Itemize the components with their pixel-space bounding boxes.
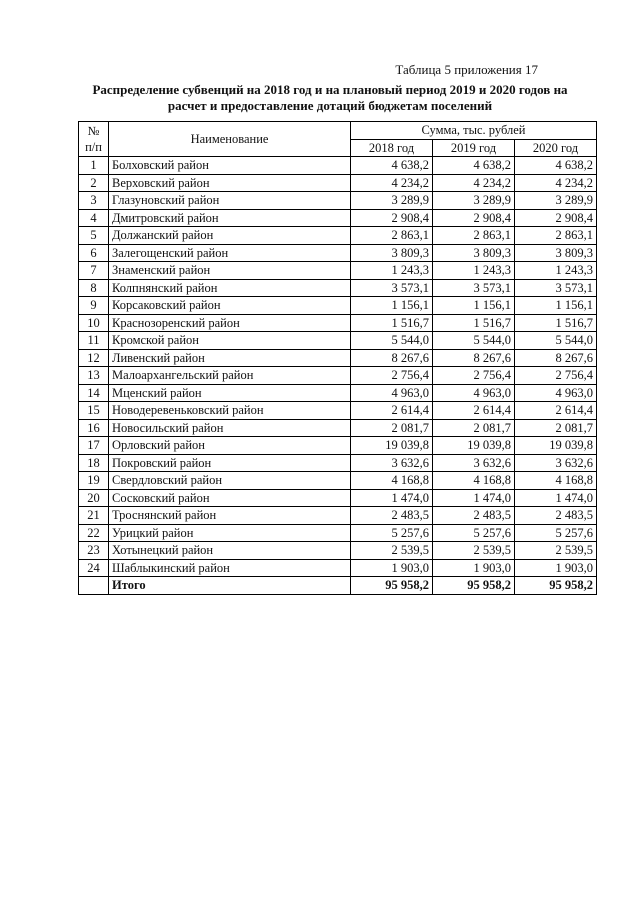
header-number	[79, 122, 109, 157]
row-name: Хотынецкий район	[109, 542, 351, 560]
row-2020: 3 289,9	[515, 192, 597, 210]
row-number: 6	[79, 244, 109, 262]
document-title	[60, 82, 600, 114]
table-row	[79, 419, 597, 437]
table-row	[79, 367, 597, 385]
row-2018: 4 234,2	[351, 174, 433, 192]
header-2018: 2018 год	[351, 139, 433, 157]
row-2019: 4 963,0	[433, 384, 515, 402]
header-number-line-2: п/п	[85, 140, 102, 154]
title-line-1: Распределение субвенций на 2018 год и на плановый период 2019 и 2020 годов на	[92, 82, 568, 97]
row-2018: 2 483,5	[351, 507, 433, 525]
row-name: Ливенский район	[109, 349, 351, 367]
row-2018: 1 243,3	[351, 262, 433, 280]
row-2020: 5 544,0	[515, 332, 597, 350]
row-number: 1	[79, 157, 109, 175]
row-number: 19	[79, 472, 109, 490]
row-2019: 4 234,2	[433, 174, 515, 192]
row-2020: 1 243,3	[515, 262, 597, 280]
row-name: Верховский район	[109, 174, 351, 192]
header-row-1	[79, 122, 597, 140]
row-number: 17	[79, 437, 109, 455]
row-number: 20	[79, 489, 109, 507]
row-2020: 4 234,2	[515, 174, 597, 192]
row-number: 7	[79, 262, 109, 280]
row-2020: 8 267,6	[515, 349, 597, 367]
row-2018: 2 614,4	[351, 402, 433, 420]
row-2020: 2 614,4	[515, 402, 597, 420]
table-row	[79, 559, 597, 577]
row-2018: 4 638,2	[351, 157, 433, 175]
row-2019: 2 614,4	[433, 402, 515, 420]
row-name: Корсаковский район	[109, 297, 351, 315]
row-2018: 3 573,1	[351, 279, 433, 297]
row-2018: 3 809,3	[351, 244, 433, 262]
header-2019: 2019 год	[433, 139, 515, 157]
row-number: 8	[79, 279, 109, 297]
row-number: 24	[79, 559, 109, 577]
row-2018: 8 267,6	[351, 349, 433, 367]
row-2019: 3 289,9	[433, 192, 515, 210]
row-2020: 1 903,0	[515, 559, 597, 577]
row-2020: 4 638,2	[515, 157, 597, 175]
row-name: Мценский район	[109, 384, 351, 402]
row-name: Малоархангельский район	[109, 367, 351, 385]
subsidy-table	[78, 121, 597, 595]
row-number: 21	[79, 507, 109, 525]
row-2020: 2 908,4	[515, 209, 597, 227]
table-row	[79, 542, 597, 560]
row-name: Знаменский район	[109, 262, 351, 280]
row-2020: 3 809,3	[515, 244, 597, 262]
row-2019: 2 908,4	[433, 209, 515, 227]
row-name: Залегощенский район	[109, 244, 351, 262]
row-2018: 19 039,8	[351, 437, 433, 455]
row-number: 9	[79, 297, 109, 315]
table-row	[79, 349, 597, 367]
row-2019: 1 243,3	[433, 262, 515, 280]
row-2018: 2 539,5	[351, 542, 433, 560]
table-row	[79, 507, 597, 525]
row-name: Дмитровский район	[109, 209, 351, 227]
row-number: 3	[79, 192, 109, 210]
row-2018: 1 156,1	[351, 297, 433, 315]
row-number: 15	[79, 402, 109, 420]
table-body	[79, 157, 597, 595]
table-row	[79, 209, 597, 227]
table-row	[79, 192, 597, 210]
row-2020: 5 257,6	[515, 524, 597, 542]
row-name: Орловский район	[109, 437, 351, 455]
row-2020: 1 156,1	[515, 297, 597, 315]
row-number: 10	[79, 314, 109, 332]
row-number: 18	[79, 454, 109, 472]
table-row	[79, 454, 597, 472]
table-row	[79, 297, 597, 315]
row-2020: 19 039,8	[515, 437, 597, 455]
row-2019: 4 168,8	[433, 472, 515, 490]
row-2018: 3 632,6	[351, 454, 433, 472]
row-name: Троснянский район	[109, 507, 351, 525]
row-2019: 2 081,7	[433, 419, 515, 437]
row-2020: 4 963,0	[515, 384, 597, 402]
row-2019: 8 267,6	[433, 349, 515, 367]
row-name: Должанский район	[109, 227, 351, 245]
total-label: Итого	[109, 577, 351, 595]
row-2020: 2 081,7	[515, 419, 597, 437]
row-name: Новосильский район	[109, 419, 351, 437]
row-2018: 2 863,1	[351, 227, 433, 245]
row-2019: 1 903,0	[433, 559, 515, 577]
row-number: 4	[79, 209, 109, 227]
table-row	[79, 157, 597, 175]
row-2019: 4 638,2	[433, 157, 515, 175]
row-name: Покровский район	[109, 454, 351, 472]
row-2018: 2 756,4	[351, 367, 433, 385]
header-sum: Сумма, тыс. рублей	[351, 122, 597, 140]
row-2018: 2 081,7	[351, 419, 433, 437]
row-number: 5	[79, 227, 109, 245]
row-number: 12	[79, 349, 109, 367]
row-2019: 1 156,1	[433, 297, 515, 315]
row-2019: 19 039,8	[433, 437, 515, 455]
row-number: 13	[79, 367, 109, 385]
header-2020: 2020 год	[515, 139, 597, 157]
header-name: Наименование	[109, 122, 351, 157]
row-number: 23	[79, 542, 109, 560]
row-name: Свердловский район	[109, 472, 351, 490]
table-row	[79, 524, 597, 542]
table-row	[79, 402, 597, 420]
row-2019: 3 632,6	[433, 454, 515, 472]
row-name: Болховский район	[109, 157, 351, 175]
row-2020: 1 474,0	[515, 489, 597, 507]
row-2020: 2 539,5	[515, 542, 597, 560]
total-2020: 95 958,2	[515, 577, 597, 595]
row-2020: 2 756,4	[515, 367, 597, 385]
row-name: Сосковский район	[109, 489, 351, 507]
row-2018: 2 908,4	[351, 209, 433, 227]
title-line-2: расчет и предоставление дотаций бюджетам поселений	[167, 98, 493, 113]
row-2018: 5 257,6	[351, 524, 433, 542]
row-2019: 3 809,3	[433, 244, 515, 262]
row-2019: 2 483,5	[433, 507, 515, 525]
row-2019: 1 516,7	[433, 314, 515, 332]
table-row	[79, 314, 597, 332]
row-2018: 3 289,9	[351, 192, 433, 210]
row-2018: 1 903,0	[351, 559, 433, 577]
row-2018: 1 474,0	[351, 489, 433, 507]
row-name: Кромской район	[109, 332, 351, 350]
row-number: 22	[79, 524, 109, 542]
row-2019: 5 257,6	[433, 524, 515, 542]
row-2018: 4 963,0	[351, 384, 433, 402]
total-2018: 95 958,2	[351, 577, 433, 595]
table-row	[79, 472, 597, 490]
row-2019: 2 756,4	[433, 367, 515, 385]
table-row	[79, 332, 597, 350]
header-number-line-1: №	[87, 124, 100, 138]
row-name: Новодеревеньковский район	[109, 402, 351, 420]
table-row	[79, 174, 597, 192]
total-number	[79, 577, 109, 595]
table-row	[79, 227, 597, 245]
row-2020: 3 632,6	[515, 454, 597, 472]
total-2019: 95 958,2	[433, 577, 515, 595]
row-name: Глазуновский район	[109, 192, 351, 210]
row-number: 11	[79, 332, 109, 350]
row-2019: 3 573,1	[433, 279, 515, 297]
row-number: 14	[79, 384, 109, 402]
row-2019: 5 544,0	[433, 332, 515, 350]
table-row	[79, 489, 597, 507]
total-row	[79, 577, 597, 595]
table-row	[79, 384, 597, 402]
table-row	[79, 262, 597, 280]
row-2018: 1 516,7	[351, 314, 433, 332]
row-name: Урицкий район	[109, 524, 351, 542]
row-2020: 4 168,8	[515, 472, 597, 490]
table-row	[79, 437, 597, 455]
row-number: 2	[79, 174, 109, 192]
row-2020: 1 516,7	[515, 314, 597, 332]
row-name: Краснозоренский район	[109, 314, 351, 332]
row-2018: 4 168,8	[351, 472, 433, 490]
table-caption: Таблица 5 приложения 17	[395, 62, 538, 77]
row-2019: 1 474,0	[433, 489, 515, 507]
row-2020: 2 483,5	[515, 507, 597, 525]
row-2020: 3 573,1	[515, 279, 597, 297]
table-row	[79, 279, 597, 297]
row-2019: 2 863,1	[433, 227, 515, 245]
row-2019: 2 539,5	[433, 542, 515, 560]
row-name: Колпнянский район	[109, 279, 351, 297]
row-2020: 2 863,1	[515, 227, 597, 245]
row-2018: 5 544,0	[351, 332, 433, 350]
row-number: 16	[79, 419, 109, 437]
table-row	[79, 244, 597, 262]
row-name: Шаблыкинский район	[109, 559, 351, 577]
